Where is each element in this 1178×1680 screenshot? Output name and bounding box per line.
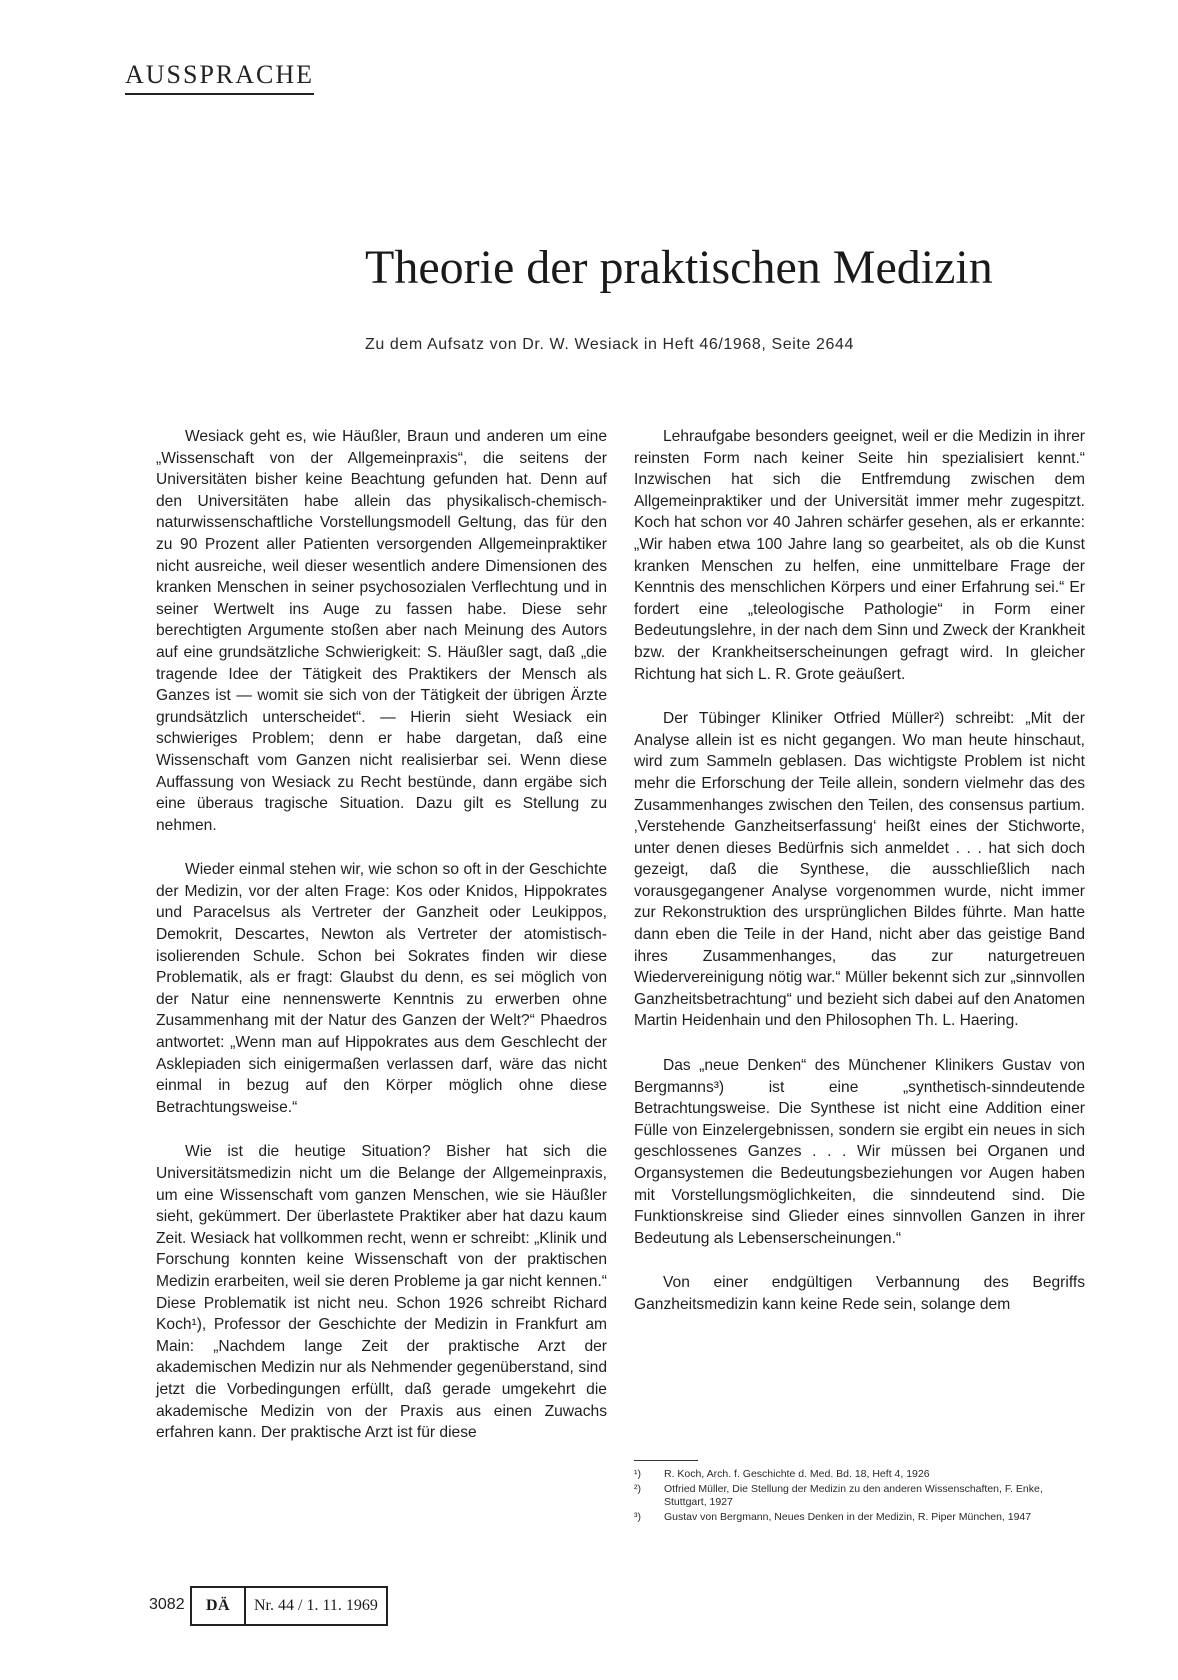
footnote-text: Gustav von Bergmann, Neues Denken in der Medizin, R. Piper München, 1947 — [664, 1511, 1032, 1523]
footnote-mark: ¹) — [634, 1468, 641, 1480]
paragraph: Das „neue Denken“ des Münchener Klinikers Gustav von Bergmanns³) ist eine „synthetisch-sinndeutende Betrachtungsweise. Die Synthese ist nicht eine Addition einer Fülle von Einzelergebnissen, sondern sie ergibt ein neues in sich geschlossenes Ganzes . . . Wir müssen bei Organen und Organsystemen die Bedeutungsbeziehungen vor Augen haben mit Vorstellungsmöglichkeiten, die sinndeutend sind. Die Funktionskreise sind Glieder eines sinnvollen Ganzen in ihrer Bedeutung als Lebenserscheinungen.“ — [634, 1057, 1085, 1247]
paragraph: Wieder einmal stehen wir, wie schon so oft in der Geschichte der Medizin, vor der alten Frage: Kos oder Knidos, Hippokrates und Paracelsus als Vertreter der Ganzheit oder Leukippos, Demokrit, Descartes, Newton als Vertreter der atomistisch-isolierenden Schule. Schon bei Sokrates finden wir diese Problematik, als er fragt: Glaubst du denn, es sei möglich von der Natur eine nennenswerte Kenntnis zu erwerben ohne Zusammenhang mit der Natur des Ganzen der Welt?“ Phaedros antwortet: „Wenn man auf Hippokrates aus dem Geschlecht der Asklepiaden sich einigermaßen verlassen darf, wäre das nicht einmal in bezug auf den Körper möglich ohne diese Betrachtungsweise.“ — [156, 861, 607, 1116]
paragraph: Lehraufgabe besonders geeignet, weil er die Medizin in ihrer reinsten Form nach keiner Seite hin spezialisiert kennt.“ Inzwischen hat sich die Entfremdung zwischen dem Allgemeinpraktiker und der Universität immer mehr zugespitzt. Koch hat schon vor 40 Jahren schärfer gesehen, als er erkannte: „Wir haben etwa 100 Jahre lang so gearbeitet, als ob die Kunst kranken Menschen zu helfen, eine unmittelbare Frage der Kenntnis des menschlichen Körpers und einer Erfahrung sei.“ Er fordert eine „teleologische Pathologie“ in Form einer Bedeutungslehre, in der nach dem Sinn und Zweck der Krankheit bzw. der Krankheitserscheinungen gefragt wird. In gleicher Richtung hat sich L. R. Grote geäußert. — [634, 428, 1085, 683]
journal-logo: DÄ — [192, 1588, 246, 1624]
right-column — [634, 426, 1085, 1316]
paragraph: Der Tübinger Kliniker Otfried Müller²) schreibt: „Mit der Analyse allein ist es nicht gegangen. Wo man heute hinschaut, wird zum Sammeln geblasen. Das wichtigste Problem ist nicht mehr die Erforschung der Teile allein, sondern vielmehr das des Zusammenhanges zwischen den Teilen, des consensus partium. ‚Verstehende Ganzheitserfassung‘ heißt eines der Stichworte, unter denen dieses Bedürfnis sich anmeldet . . . hat sich doch gezeigt, daß die Synthese, die ausschließlich nach vorausgegangener Analyse vorgenommen wurde, nicht immer zur Rekonstruktion des ursprünglichen Bildes führte. Man hatte dann eben die Teile in der Hand, nicht aber das geistige Band ihres Zusammenhanges, das zur naturgetreuen Wiedervereinigung nötig war.“ Müller bekennt sich zur „sinnvollen Ganzheitsbetrachtung“ und bezieht sich dabei auf den Anatomen Martin Heidenhain und den Philosophen Th. L. Haering. — [634, 710, 1085, 1030]
footnote-rule — [634, 1460, 698, 1461]
footnote-text: R. Koch, Arch. f. Geschichte d. Med. Bd. 18, Heft 4, 1926 — [664, 1468, 930, 1480]
paragraph: Wie ist die heutige Situation? Bisher hat sich die Universitätsmedizin nicht um die Belange der Allgemeinpraxis, um eine Wissenschaft vom ganzen Menschen, wie sie Häußler sieht, gekümmert. Der überlastete Praktiker aber hat dazu kaum Zeit. Wesiack hat vollkommen recht, wenn er schreibt: „Klinik und Forschung konnten keine Wissenschaft von der praktischen Medizin erarbeiten, weil sie deren Probleme ja gar nicht kennen.“ Diese Problematik ist nicht neu. Schon 1926 schreibt Richard Koch¹), Professor der Geschichte der Medizin in Frankfurt am Main: „Nachdem lange Zeit der praktische Arzt der akademischen Medizin nur als Nehmender gegenüberstand, sind jetzt die Vorbedingungen erfüllt, daß gerade umgekehrt die akademische Medizin von der Praxis aus einen Zuwachs erfahren kann. Der praktische Arzt ist für diese — [156, 1143, 607, 1442]
footnote-mark: ²) — [634, 1483, 641, 1495]
footnote — [634, 1483, 1085, 1509]
footnote-mark: ³) — [634, 1511, 641, 1523]
issue-info: Nr. 44 / 1. 11. 1969 — [254, 1597, 378, 1614]
paragraph: Wesiack geht es, wie Häußler, Braun und anderen um eine „Wissenschaft von der Allgemeinpraxis“, die seitens der Universitäten bisher keine Beachtung gefunden hat. Denn auf den Universitäten habe allein das physikalisch-chemisch-naturwissenschaftliche Vorstellungsmodell Geltung, das für den zu 90 Prozent aller Patienten versorgenden Allgemeinpraktiker nicht ausreiche, weil dieser wesentlich andere Dimensionen des kranken Menschen in seiner psychosozialen Verflechtung und in seiner Wertwelt ins Auge zu fassen habe. Diese sehr berechtigten Argumente stoßen aber nach Meinung des Autors auf eine grundsätzliche Schwierigkeit: S. Häußler sagt, daß „die tragende Idee der Tätigkeit des Praktikers der Mensch als Ganzes ist — womit sie sich von der Tätigkeit der übrigen Ärzte grundsätzlich unterscheidet“. — Hierin sieht Wesiack ein schwieriges Problem; denn er habe dargetan, daß eine Wissenschaft vom Ganzen nicht realisierbar sei. Wenn diese Auffassung von Wesiack zu Recht bestünde, dann ergäbe sich eine überaus tragische Situation. Dazu gilt es Stellung zu nehmen. — [156, 428, 607, 834]
footnote-text: Otfried Müller, Die Stellung der Medizin zu den anderen Wissenschaften, F. Enke, Stuttgart, 1927 — [664, 1483, 1043, 1508]
article-subtitle: Zu dem Aufsatz von Dr. W. Wesiack in Heft 46/1968, Seite 2644 — [365, 336, 854, 353]
issue-box — [190, 1586, 388, 1626]
article-title: Theorie der praktischen Medizin — [365, 241, 993, 294]
left-column — [156, 426, 607, 1444]
section-label: AUSSPRACHE — [125, 58, 314, 95]
footnote — [634, 1468, 1085, 1481]
footnotes — [634, 1468, 1085, 1526]
page-number: 3082 — [149, 1596, 185, 1613]
paragraph: Von einer endgültigen Verbannung des Begriffs Ganzheitsmedizin kann keine Rede sein, solange dem — [634, 1274, 1085, 1313]
footnote — [634, 1511, 1085, 1524]
